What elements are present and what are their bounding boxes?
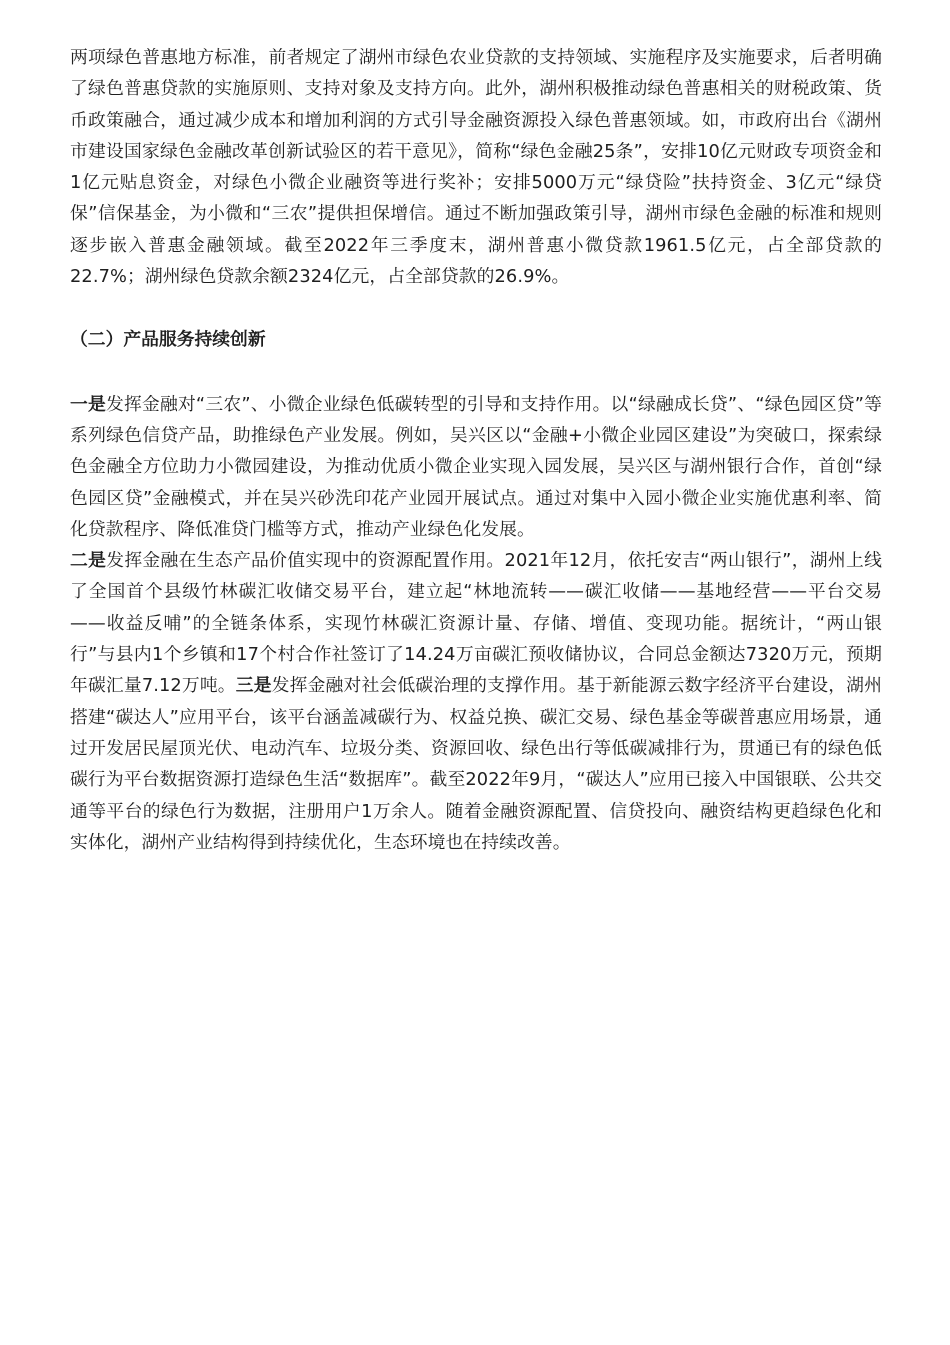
section-heading: （二）产品服务持续创新: [70, 329, 266, 351]
paragraph-text-two: 发挥金融在生态产品价值实现中的资源配置作用。2021年12月，依托安吉“两山银行”，湖州上线了全国首个县级竹林碳汇收储交易平台，建立起“林地流转——碳汇收储——基地经营——平台交易——收益反哺”的全链条体系，实现竹林碳汇资源计量、存储、增值、变现功能。据统计，“两山银行”与县内1个乡镇和17个村合作社签订了14.24万亩碳汇预收储协议，合同总金额达7320万元，预期年碳汇量7.12万吨。: [70, 550, 883, 697]
paragraph-text-one: 发挥金融对“三农”、小微企业绿色低碳转型的引导和支持作用。以“绿融成长贷”、“绿色园区贷”等系列绿色信贷产品，助推绿色产业发展。例如，吴兴区以“金融+小微企业园区建设”为突破口，探索绿色金融全方位助力小微园建设，为推动优质小微企业实现入园发展，吴兴区与湖州银行合作，首创“绿色园区贷”金融模式，并在吴兴砂洗印花产业园开展试点。通过对集中入园小微企业实施优惠利率、简化贷款程序、降低准贷门槛等方式，推动产业绿色化发展。: [70, 393, 882, 540]
paragraph-text-three: 发挥金融对社会低碳治理的支撑作用。基于新能源云数字经济平台建设，湖州搭建“碳达人”应用平台，该平台涵盖减碳行为、权益兑换、碳汇交易、绿色基金等碳普惠应用场景，通过开发居民屋顶光伏、电动汽车、垃圾分类、资源回收、绿色出行等低碳减排行为，贯通已有的绿色低碳行为平台数据资源打造绿色生活“数据库”。截至2022年9月，“碳达人”应用已接入中国银联、公共交通等平台的绿色行为数据，注册用户1万余人。随着金融资源配置、信贷投向、融资结构更趋绿色化和实体化，湖州产业结构得到持续优化，生态环境也在持续改善。: [70, 675, 883, 853]
lead-one: 一是: [70, 393, 106, 415]
paragraph-policy: 两项绿色普惠地方标准，前者规定了湖州市绿色农业贷款的支持领域、实施程序及实施要求，后者明确了绿色普惠贷款的实施原则、支持对象及支持方向。此外，湖州积极推动绿色普惠相关的财税政策、货币政策融合，通过减少成本和增加利润的方式引导金融资源投入绿色普惠领域。如，市政府出台《湖州市建设国家绿色金融改革创新试验区的若干意见》，简称“绿色金融25条”，安排10亿元财政专项资金和1亿元贴息资金，对绿色小微企业融资等进行奖补；安排5000万元“绿贷险”扶持资金、3亿元“绿贷保”信保基金，为小微和“三农”提供担保增信。通过不断加强政策引导，湖州市绿色金融的标准和规则逐步嵌入普惠金融领域。截至2022年三季度末，湖州普惠小微贷款1961.5亿元，占全部贷款的22.7%；湖州绿色贷款余额2324亿元，占全部贷款的26.9%。: [70, 47, 882, 288]
lead-two: 二是: [70, 550, 107, 572]
document-page: [70, 42, 882, 858]
paragraph-product-innovation: [70, 389, 882, 858]
lead-three: 三是: [235, 675, 272, 697]
